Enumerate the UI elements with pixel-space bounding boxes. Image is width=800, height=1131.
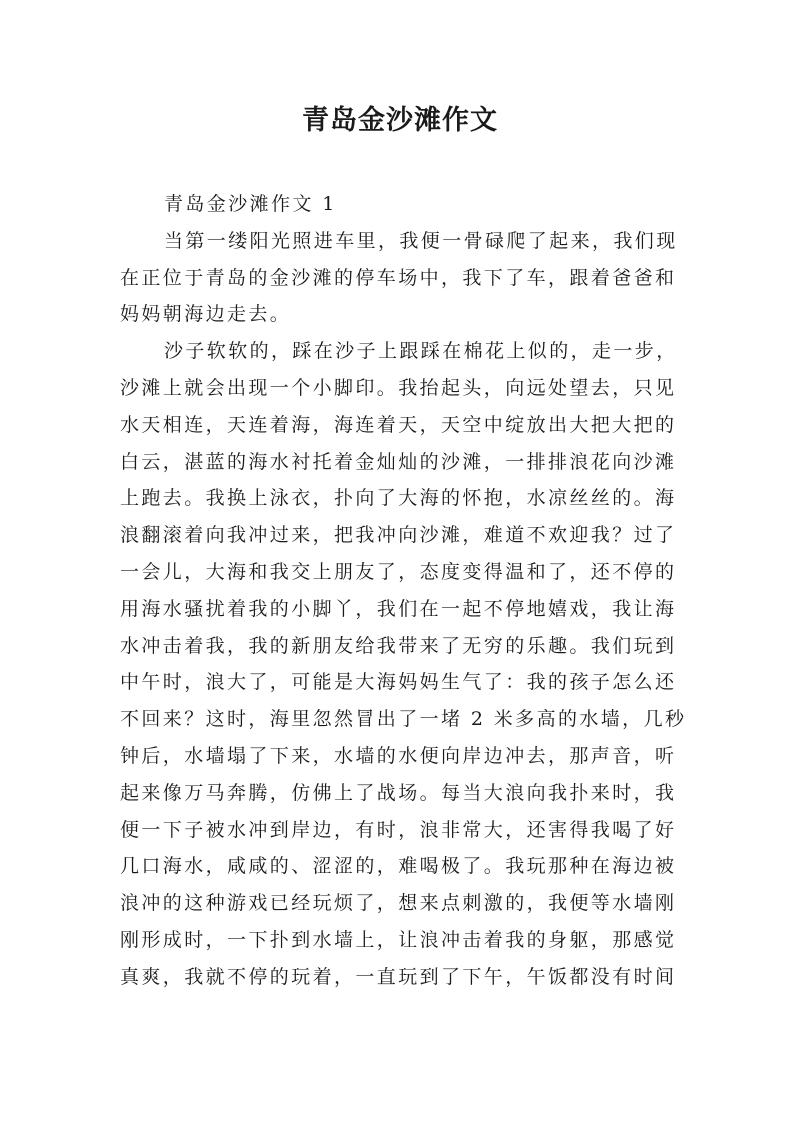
document-title: 青岛金沙滩作文 <box>302 105 498 136</box>
paragraph-line: 不回来？这时，海里忽然冒出了一堵 2 米多高的水墙，几秒 <box>120 708 686 731</box>
document-body <box>120 186 686 996</box>
paragraph-line: 一会儿，大海和我交上朋友了，态度变得温和了，还不停的 <box>120 560 677 583</box>
paragraph-line: 刚形成时，一下扑到水墙上，让浪冲击着我的身躯，那感觉 <box>120 928 677 951</box>
paragraph-line: 上跑去。我换上泳衣，扑向了大海的怀抱，水凉丝丝的。海 <box>120 487 677 510</box>
paragraph-line: 用海水骚扰着我的小脚丫，我们在一起不停地嬉戏，我让海 <box>120 597 677 620</box>
paragraph-line: 浪冲的这种游戏已经玩烦了，想来点刺激的，我便等水墙刚 <box>120 892 677 915</box>
paragraph-line: 真爽，我就不停的玩着，一直玩到了下午，午饭都没有时间 <box>120 965 677 988</box>
paragraph-line: 在正位于青岛的金沙滩的停车场中，我下了车，跟着爸爸和 <box>120 266 677 289</box>
paragraph-line: 沙滩上就会出现一个小脚印。我抬起头，向远处望去，只见 <box>120 376 677 399</box>
paragraph-line: 便一下子被水冲到岸边，有时，浪非常大，还害得我喝了好 <box>120 818 677 841</box>
paragraph-line: 水冲击着我，我的新朋友给我带来了无穷的乐趣。我们玩到 <box>120 634 677 657</box>
paragraph-line: 白云，湛蓝的海水衬托着金灿灿的沙滩，一排排浪花向沙滩 <box>120 450 677 473</box>
paragraph-line: 沙子软软的，踩在沙子上跟踩在棉花上似的，走一步， <box>164 340 678 363</box>
paragraph-line: 当第一缕阳光照进车里，我便一骨碌爬了起来，我们现 <box>164 229 678 252</box>
paragraph-line: 中午时，浪大了，可能是大海妈妈生气了：我的孩子怎么还 <box>120 671 677 694</box>
paragraph-line: 浪翻滚着向我冲过来，把我冲向沙滩，难道不欢迎我？过了 <box>120 524 677 547</box>
paragraph-line: 水天相连，天连着海，海连着天，天空中绽放出大把大把的 <box>120 413 677 436</box>
paragraph-line: 几口海水，咸咸的、涩涩的，难喝极了。我玩那种在海边被 <box>120 855 677 878</box>
paragraph-line: 妈妈朝海边走去。 <box>120 303 292 326</box>
paragraph-line: 钟后，水墙塌了下来，水墙的水便向岸边冲去，那声音，听 <box>120 744 677 767</box>
paragraph-line: 起来像万马奔腾，仿佛上了战场。每当大浪向我扑来时，我 <box>120 781 677 804</box>
section-heading: 青岛金沙滩作文 1 <box>164 193 337 215</box>
